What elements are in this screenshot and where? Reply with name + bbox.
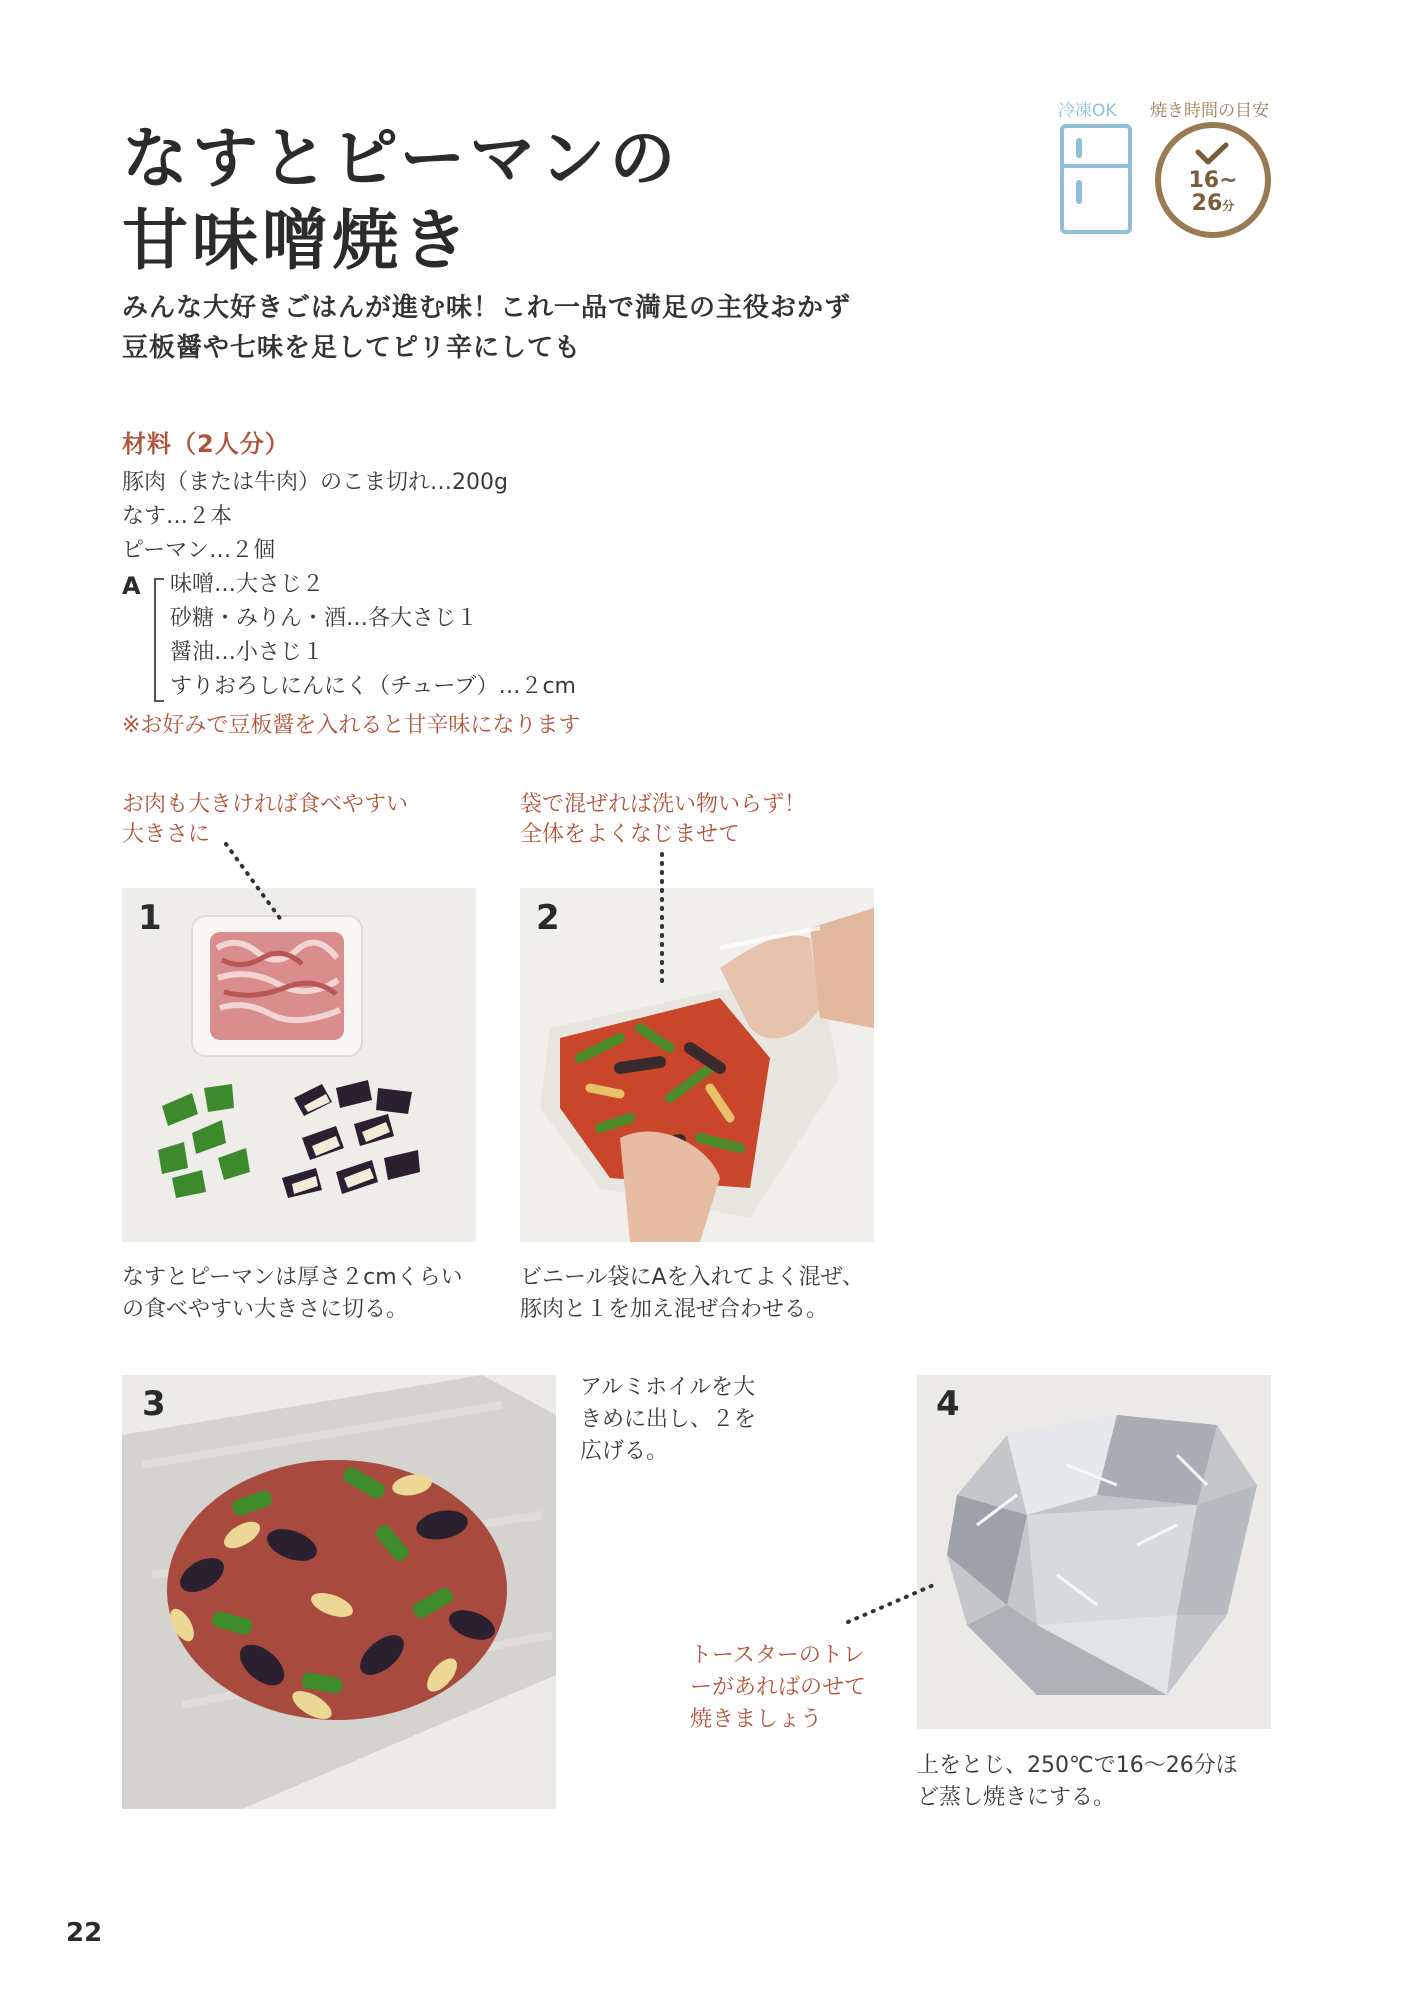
step2-photo (520, 888, 874, 1242)
step1-tip-line1: お肉も大きければ食べやすい (122, 792, 409, 817)
recipe-title-line1: なすとピーマンの (122, 120, 680, 197)
page-number: 22 (66, 1918, 103, 1948)
ingredient-item: なす…２本 (122, 504, 233, 529)
step3-text-line2: きめに出し、２を (580, 1407, 757, 1432)
step2-tip-line2: 全体をよくなじませて (520, 822, 741, 847)
step1-tip-line2: 大きさに (122, 822, 211, 847)
ingredients-note: ※お好みで豆板醤を入れると甘辛味になります (122, 713, 581, 738)
step4-photo (917, 1375, 1271, 1729)
step4-number: 4 (936, 1384, 960, 1424)
step2-pointer (652, 850, 672, 990)
step1-text-line1: なすとピーマンは厚さ２cmくらい (122, 1265, 463, 1290)
step4-text (917, 1750, 1238, 1814)
step4-pointer (842, 1578, 942, 1628)
freezer-ok-label: 冷凍OK (1058, 101, 1117, 121)
sauce-item: 味噌…大さじ２ (170, 572, 325, 597)
sauce-item: すりおろしにんにく（チューブ）…２cm (170, 674, 576, 699)
step3-text-line1: アルミホイルを大 (580, 1375, 756, 1400)
step1-text (122, 1262, 463, 1326)
step2-number: 2 (536, 898, 560, 938)
step1-number: 1 (138, 898, 162, 938)
step4-tip-line3: 焼きましょう (690, 1707, 823, 1732)
step1-text-line2: の食べやすい大きさに切る。 (122, 1297, 409, 1322)
sauce-item: 醤油…小さじ１ (170, 640, 325, 665)
step3-text (580, 1372, 756, 1468)
recipe-title-line2: 甘味噌焼き (122, 202, 472, 279)
time-range-top: 16~ (1188, 168, 1238, 193)
ingredient-item: ピーマン…２個 (122, 538, 276, 563)
ingredient-item: 豚肉（または牛肉）のこま切れ…200g (122, 470, 508, 495)
subtitle-line2: 豆板醤や七味を足してピリ辛にしても (122, 333, 582, 363)
recipe-subtitle (122, 288, 851, 368)
step2-tip-line1: 袋で混ぜれば洗い物いらず！ (520, 792, 807, 817)
step2-text-line1: ビニール袋にAを入れてよく混ぜ、 (520, 1265, 864, 1290)
ingredients-heading: 材料（2人分） (122, 430, 290, 458)
step4-text-line2: ど蒸し焼きにする。 (917, 1785, 1116, 1810)
step4-tip-line2: ーがあればのせて (690, 1675, 867, 1700)
subtitle-line1: みんな大好きごはんが進む味！これ一品で満足の主役おかず (122, 293, 852, 323)
step1-photo (122, 888, 476, 1242)
step1-pointer (222, 840, 292, 930)
step3-photo (122, 1375, 556, 1809)
time-bottom-value: 26 (1191, 191, 1223, 216)
time-range-bottom (1161, 192, 1265, 218)
fridge-icon (1060, 124, 1132, 234)
step4-tip (690, 1640, 866, 1736)
step2-text (520, 1262, 864, 1326)
check-icon (1192, 142, 1232, 166)
step4-tip-line1: トースターのトレ (690, 1643, 865, 1668)
sauce-item: 砂糖・みりん・酒…各大さじ１ (170, 606, 479, 631)
sauce-group-bracket (154, 578, 164, 702)
baking-time-label: 焼き時間の目安 (1150, 101, 1269, 121)
step3-number: 3 (142, 1384, 166, 1424)
recipe-title (122, 118, 679, 282)
timer-badge (1155, 122, 1271, 238)
step4-text-line1: 上をとじ、250℃で16～26分ほ (917, 1753, 1238, 1778)
step2-text-line2: 豚肉と１を加え混ぜ合わせる。 (520, 1297, 829, 1322)
sauce-group-letter: A (122, 572, 141, 600)
time-unit: 分 (1222, 199, 1235, 213)
step3-text-line3: 広げる。 (580, 1439, 669, 1464)
step2-tip (520, 790, 806, 850)
